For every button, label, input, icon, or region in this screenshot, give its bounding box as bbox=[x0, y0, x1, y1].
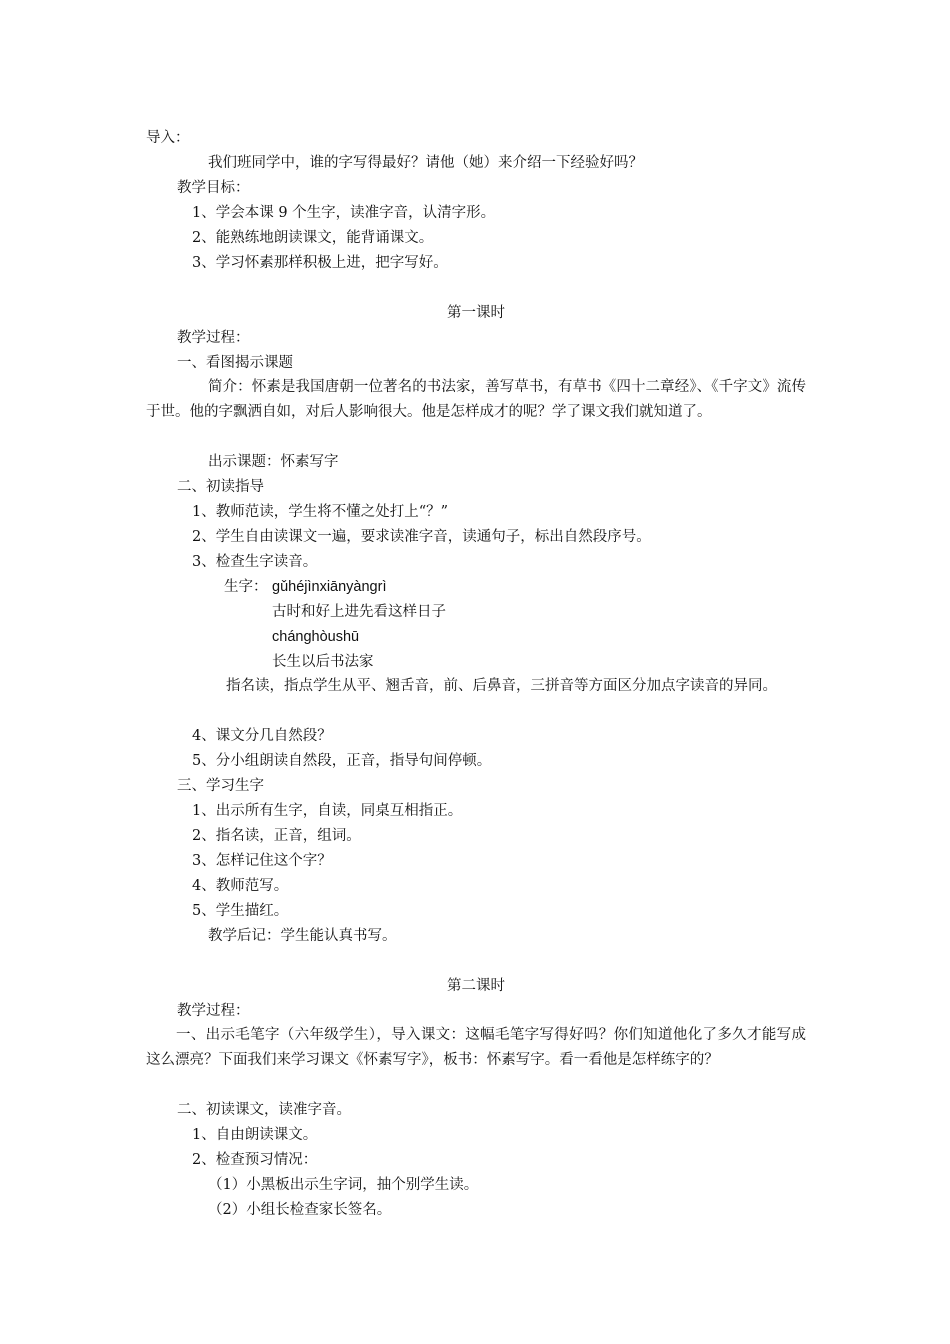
lesson1-title: 第一课时 bbox=[447, 305, 505, 321]
list-item: 3、怎样记住这个字？ bbox=[192, 853, 332, 869]
list-item: 1、自由朗读课文。 bbox=[192, 1127, 318, 1143]
lesson2-section2-heading: 二、初读课文，读准字音。 bbox=[177, 1102, 351, 1118]
objective-item: 3、学习怀素那样积极上进，把字写好。 bbox=[192, 255, 448, 271]
list-item: 4、课文分几自然段？ bbox=[192, 728, 332, 744]
objectives-heading: 教学目标： bbox=[177, 180, 250, 196]
new-chars-label: 生字： bbox=[224, 579, 268, 595]
intro-text: 我们班同学中，谁的字写得最好？请他（她）来介绍一下经验好吗？ bbox=[208, 155, 643, 171]
lesson1-section3-heading: 三、学习生字 bbox=[177, 778, 264, 794]
list-item: 2、指名读，正音，组词。 bbox=[192, 828, 361, 844]
reading-note: 指名读，指点学生从平、翘舌音，前、后鼻音，三拼音等方面区分加点字读音的异同。 bbox=[226, 678, 777, 694]
list-item: 2、学生自由读课文一遍，要求读准字音，读通句子，标出自然段序号。 bbox=[192, 529, 651, 545]
list-item: 5、学生描红。 bbox=[192, 903, 289, 919]
list-item: 1、出示所有生字，自读，同桌互相指正。 bbox=[192, 803, 463, 819]
lesson1-section1-heading: 一、看图揭示课题 bbox=[177, 355, 293, 371]
lesson1-intro-paragraph: 简介：怀素是我国唐朝一位著名的书法家，善写草书，有草书《四十二章经》、《千字文》流传于世。他的字飘洒自如，对后人影响很大。他是怎样成才的呢？学了课文我们就知道了。 bbox=[146, 379, 806, 420]
sub-list-item: （1）小黑板出示生字词，抽个别学生读。 bbox=[208, 1177, 479, 1193]
pinyin-row-2: chánghòushū bbox=[272, 629, 360, 645]
chars-row-1: 古时和好上进先看这样日子 bbox=[272, 604, 446, 620]
list-item: 3、检查生字读音。 bbox=[192, 554, 318, 570]
lesson2-intro-paragraph: 一、出示毛笔字（六年级学生），导入课文：这幅毛笔字写得好吗？你们知道他化了多久才能写成这么漂亮？下面我们来学习课文《怀素写字》，板书：怀素写字。看一看他是怎样练字的？ bbox=[146, 1027, 806, 1068]
list-item: 2、检查预习情况： bbox=[192, 1152, 318, 1168]
list-item: 4、教师范写。 bbox=[192, 878, 289, 894]
list-item: 1、教师范读，学生将不懂之处打上“？” bbox=[192, 504, 449, 520]
lesson2-title: 第二课时 bbox=[447, 978, 505, 994]
list-item: 5、分小组朗读自然段，正音，指导句间停顿。 bbox=[192, 753, 492, 769]
objective-item: 1、学会本课 9 个生字，读准字音，认清字形。 bbox=[192, 205, 496, 221]
lesson1-afterword: 教学后记：学生能认真书写。 bbox=[208, 928, 397, 944]
lesson2-process-heading: 教学过程： bbox=[177, 1003, 250, 1019]
chars-row-2: 长生以后书法家 bbox=[272, 654, 374, 670]
lesson1-process-heading: 教学过程： bbox=[177, 330, 250, 346]
lesson1-section2-heading: 二、初读指导 bbox=[177, 479, 264, 495]
sub-list-item: （2）小组长检查家长签名。 bbox=[208, 1202, 392, 1218]
objective-item: 2、能熟练地朗读课文，能背诵课文。 bbox=[192, 230, 434, 246]
intro-heading: 导入： bbox=[146, 130, 190, 146]
pinyin-row-1: gǔhéjìnxiānyàngrì bbox=[272, 579, 387, 595]
lesson1-show-title: 出示课题：怀素写字 bbox=[208, 454, 339, 470]
